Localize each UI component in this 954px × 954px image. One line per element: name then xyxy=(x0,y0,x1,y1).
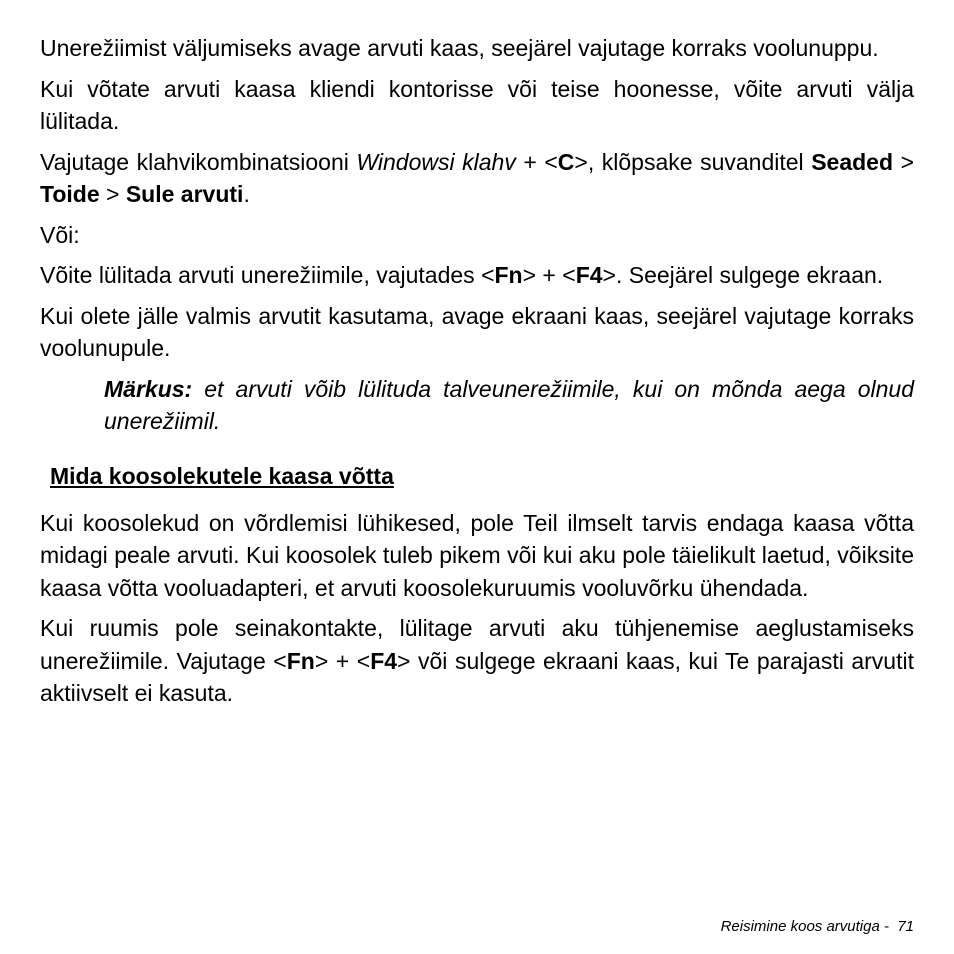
key-fn: Fn xyxy=(286,647,315,674)
paragraph-or: Või: xyxy=(40,221,80,248)
paragraph-no-outlets xyxy=(40,612,914,710)
note-text: et arvuti võib lülituda talveunerežiimile, kui on mõnda aega olnud unerežiimil. xyxy=(104,375,914,434)
windows-key-text: Windowsi klahv xyxy=(356,148,516,175)
page-number: 71 xyxy=(897,918,914,935)
key-fn: Fn xyxy=(494,262,523,288)
text: >. Seejärel sulgege ekraan. xyxy=(602,262,884,288)
section-heading: Mida koosolekutele kaasa võtta xyxy=(50,462,394,489)
page-footer xyxy=(721,918,914,935)
key-f4: F4 xyxy=(575,262,603,288)
text: >, klõpsake suvanditel xyxy=(574,148,812,175)
document-page xyxy=(40,32,914,718)
note-label: Märkus: xyxy=(104,375,193,402)
key-f4: F4 xyxy=(370,647,398,674)
paragraph-shutdown-steps xyxy=(40,146,914,211)
paragraph-meetings: Kui koosolekud on võrdlemisi lühikesed, pole Teil ilmselt tarvis endaga kaasa võtta midagi peale arvuti. Kui koosolek tuleb pikem või kui aku pole täielikult laetud, võiksite kaasa võtta vooluadapteri, et arvuti koosolekuruumis vooluvõrku ühendada. xyxy=(40,509,914,601)
text: Kui ruumis pole seinakontakte, lülitage arvuti aku tühjenemise aeglustamiseks unerežiimile. Vajutage < xyxy=(40,615,914,674)
text: > + < xyxy=(314,647,371,674)
text: > või sulgege ekraani kaas, kui Te parajasti arvutit aktiivselt ei kasuta. xyxy=(40,647,914,706)
text: > + < xyxy=(522,262,576,288)
menu-power: Toide xyxy=(40,181,100,207)
menu-shutdown: Sule arvuti xyxy=(125,181,244,207)
text: > xyxy=(99,181,126,207)
text: Vajutage klahvikombinatsiooni xyxy=(40,148,357,175)
paragraph-sleep-shortcut xyxy=(40,259,914,292)
key-c: C xyxy=(557,148,575,175)
paragraph-resume: Kui olete jälle valmis arvutit kasutama, avage ekraani kaas, seejärel vajutage korraks voolunupule. xyxy=(40,302,914,361)
text: > xyxy=(893,148,915,175)
text: + < xyxy=(515,148,558,175)
text: . xyxy=(243,181,250,207)
footer-chapter: Reisimine koos arvutiga - xyxy=(720,918,898,935)
paragraph-turn-off: Kui võtate arvuti kaasa kliendi kontorisse või teise hoonesse, võite arvuti välja lülitada. xyxy=(40,75,914,134)
paragraph-wake-from-sleep: Unerežiimist väljumiseks avage arvuti kaas, seejärel vajutage korraks voolunuppu. xyxy=(40,35,879,61)
menu-settings: Seaded xyxy=(811,148,894,175)
text: Võite lülitada arvuti unerežiimile, vajutades < xyxy=(40,262,495,288)
note xyxy=(104,373,914,438)
